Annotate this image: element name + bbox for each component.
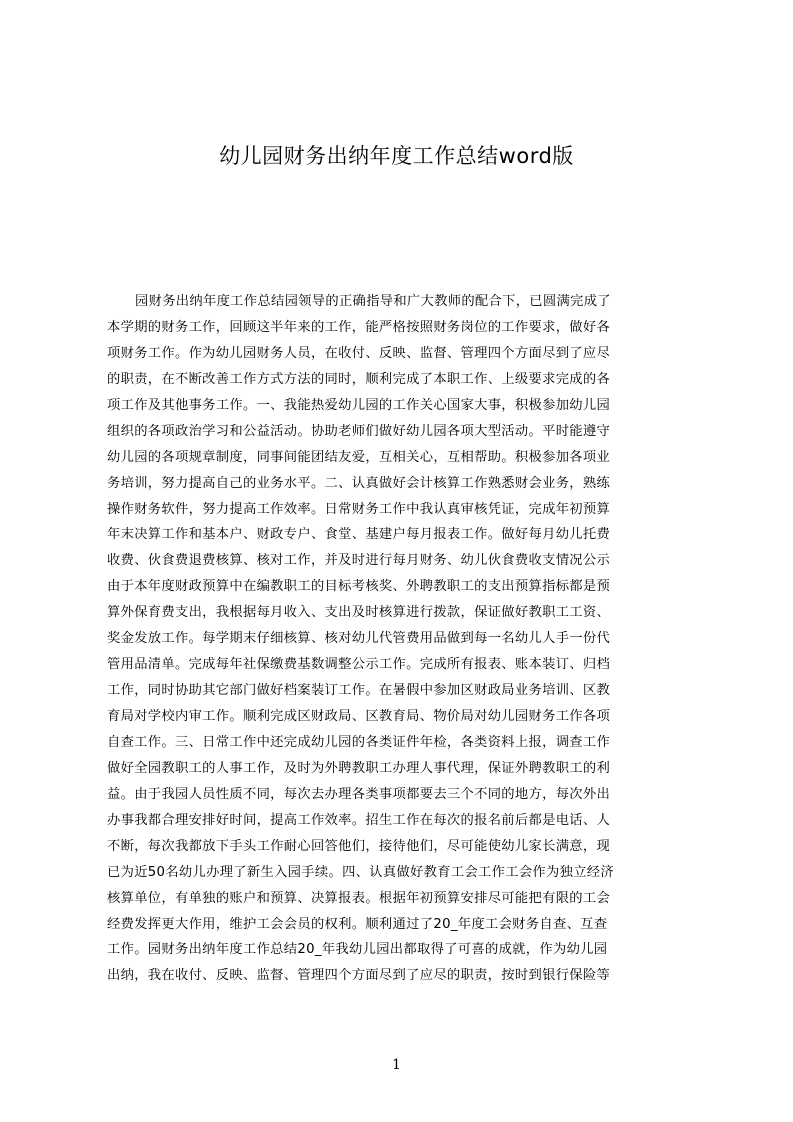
body-line: 益。由于我园人员性质不同，每次去办理各类事项都要去三个不同的地方，每次外出: [107, 786, 611, 802]
body-line: 已为近50名幼儿办理了新生入园手续。四、认真做好教育工会工作工会作为独立经济: [107, 864, 615, 880]
body-line: 出纳，我在收付、反映、监督、管理四个方面尽到了应尽的职责，按时到银行保险等: [107, 968, 611, 984]
body-line: 组织的各项政治学习和公益活动。协助老师们做好幼儿园各项大型活动。平时能遵守: [107, 423, 611, 439]
body-line: 管用品清单。完成每年社保缴费基数调整公示工作。完成所有报表、账本装订、归档: [107, 657, 611, 673]
body-line: 本学期的财务工作，回顾这半年来的工作，能严格按照财务岗位的工作要求，做好各: [107, 319, 611, 335]
body-line: 操作财务软件，努力提高工作效率。日常财务工作中我认真审核凭证，完成年初预算: [107, 501, 611, 517]
body-line: 奖金发放工作。每学期末仔细核算、核对幼儿代管费用品做到每一名幼儿人手一份代: [107, 631, 611, 647]
body-line: 由于本年度财政预算中在编教职工的目标考核奖、外聘教职工的支出预算指标都是预: [107, 579, 611, 595]
body-line: 项财务工作。作为幼儿园财务人员，在收付、反映、监督、管理四个方面尽到了应尽: [107, 345, 611, 361]
body-line: 收费、伙食费退费核算、核对工作，并及时进行每月财务、幼儿伙食费收支情况公示: [107, 553, 611, 569]
body-line: 工作，同时协助其它部门做好档案装订工作。在暑假中参加区财政局业务培训、区教: [107, 683, 611, 699]
body-line: 的职责，在不断改善工作方式方法的同时，顺利完成了本职工作、上级要求完成的各: [107, 371, 611, 387]
body-line: 育局对学校内审工作。顺利完成区财政局、区教育局、物价局对幼儿园财务工作各项: [107, 709, 611, 724]
body-line: 办事我都合理安排好时间，提高工作效率。招生工作在每次的报名前后都是电话、人: [107, 812, 611, 828]
body-line: 经费发挥更大作用，维护工会会员的权利。顺利通过了20_年度工会财务自查、互查: [107, 916, 608, 932]
document-title: 幼儿园财务出纳年度工作总结word版: [219, 144, 574, 168]
body-line: 年末决算工作和基本户、财政专户、食堂、基建户每月报表工作。做好每月幼儿托费: [107, 527, 611, 543]
body-line: 项工作及其他事务工作。一、我能热爱幼儿园的工作关心国家大事，积极参加幼儿园: [107, 397, 611, 413]
body-line: 务培训，努力提高自己的业务水平。二、认真做好会计核算工作熟悉财会业务，熟练: [107, 475, 611, 491]
body-line: 幼儿园的各项规章制度，同事间能团结友爱，互相关心，互相帮助。积极参加各项业: [107, 449, 611, 465]
body-line: 工作。园财务出纳年度工作总结20_年我幼儿园出都取得了可喜的成就，作为幼儿园: [107, 942, 608, 958]
body-line: 做好全园教职工的人事工作，及时为外聘教职工办理人事代理，保证外聘教职工的利: [107, 760, 611, 776]
body-line: 核算单位，有单独的账户和预算、决算报表。根据年初预算安排尽可能把有限的工会: [107, 890, 611, 906]
body-line: 不断，每次我都放下手头工作耐心回答他们，接待他们，尽可能使幼儿家长满意，现: [107, 838, 611, 854]
body-line: 园财务出纳年度工作总结园领导的正确指导和广大教师的配合下，已圆满完成了: [135, 294, 611, 309]
body-line: 自查工作。三、日常工作中还完成幼儿园的各类证件年检，各类资料上报，调查工作: [107, 734, 611, 750]
document-body: [107, 289, 697, 989]
page-number: 1: [392, 1057, 401, 1073]
body-line: 算外保育费支出，我根据每月收入、支出及时核算进行拨款，保证做好教职工工资、: [107, 605, 611, 621]
